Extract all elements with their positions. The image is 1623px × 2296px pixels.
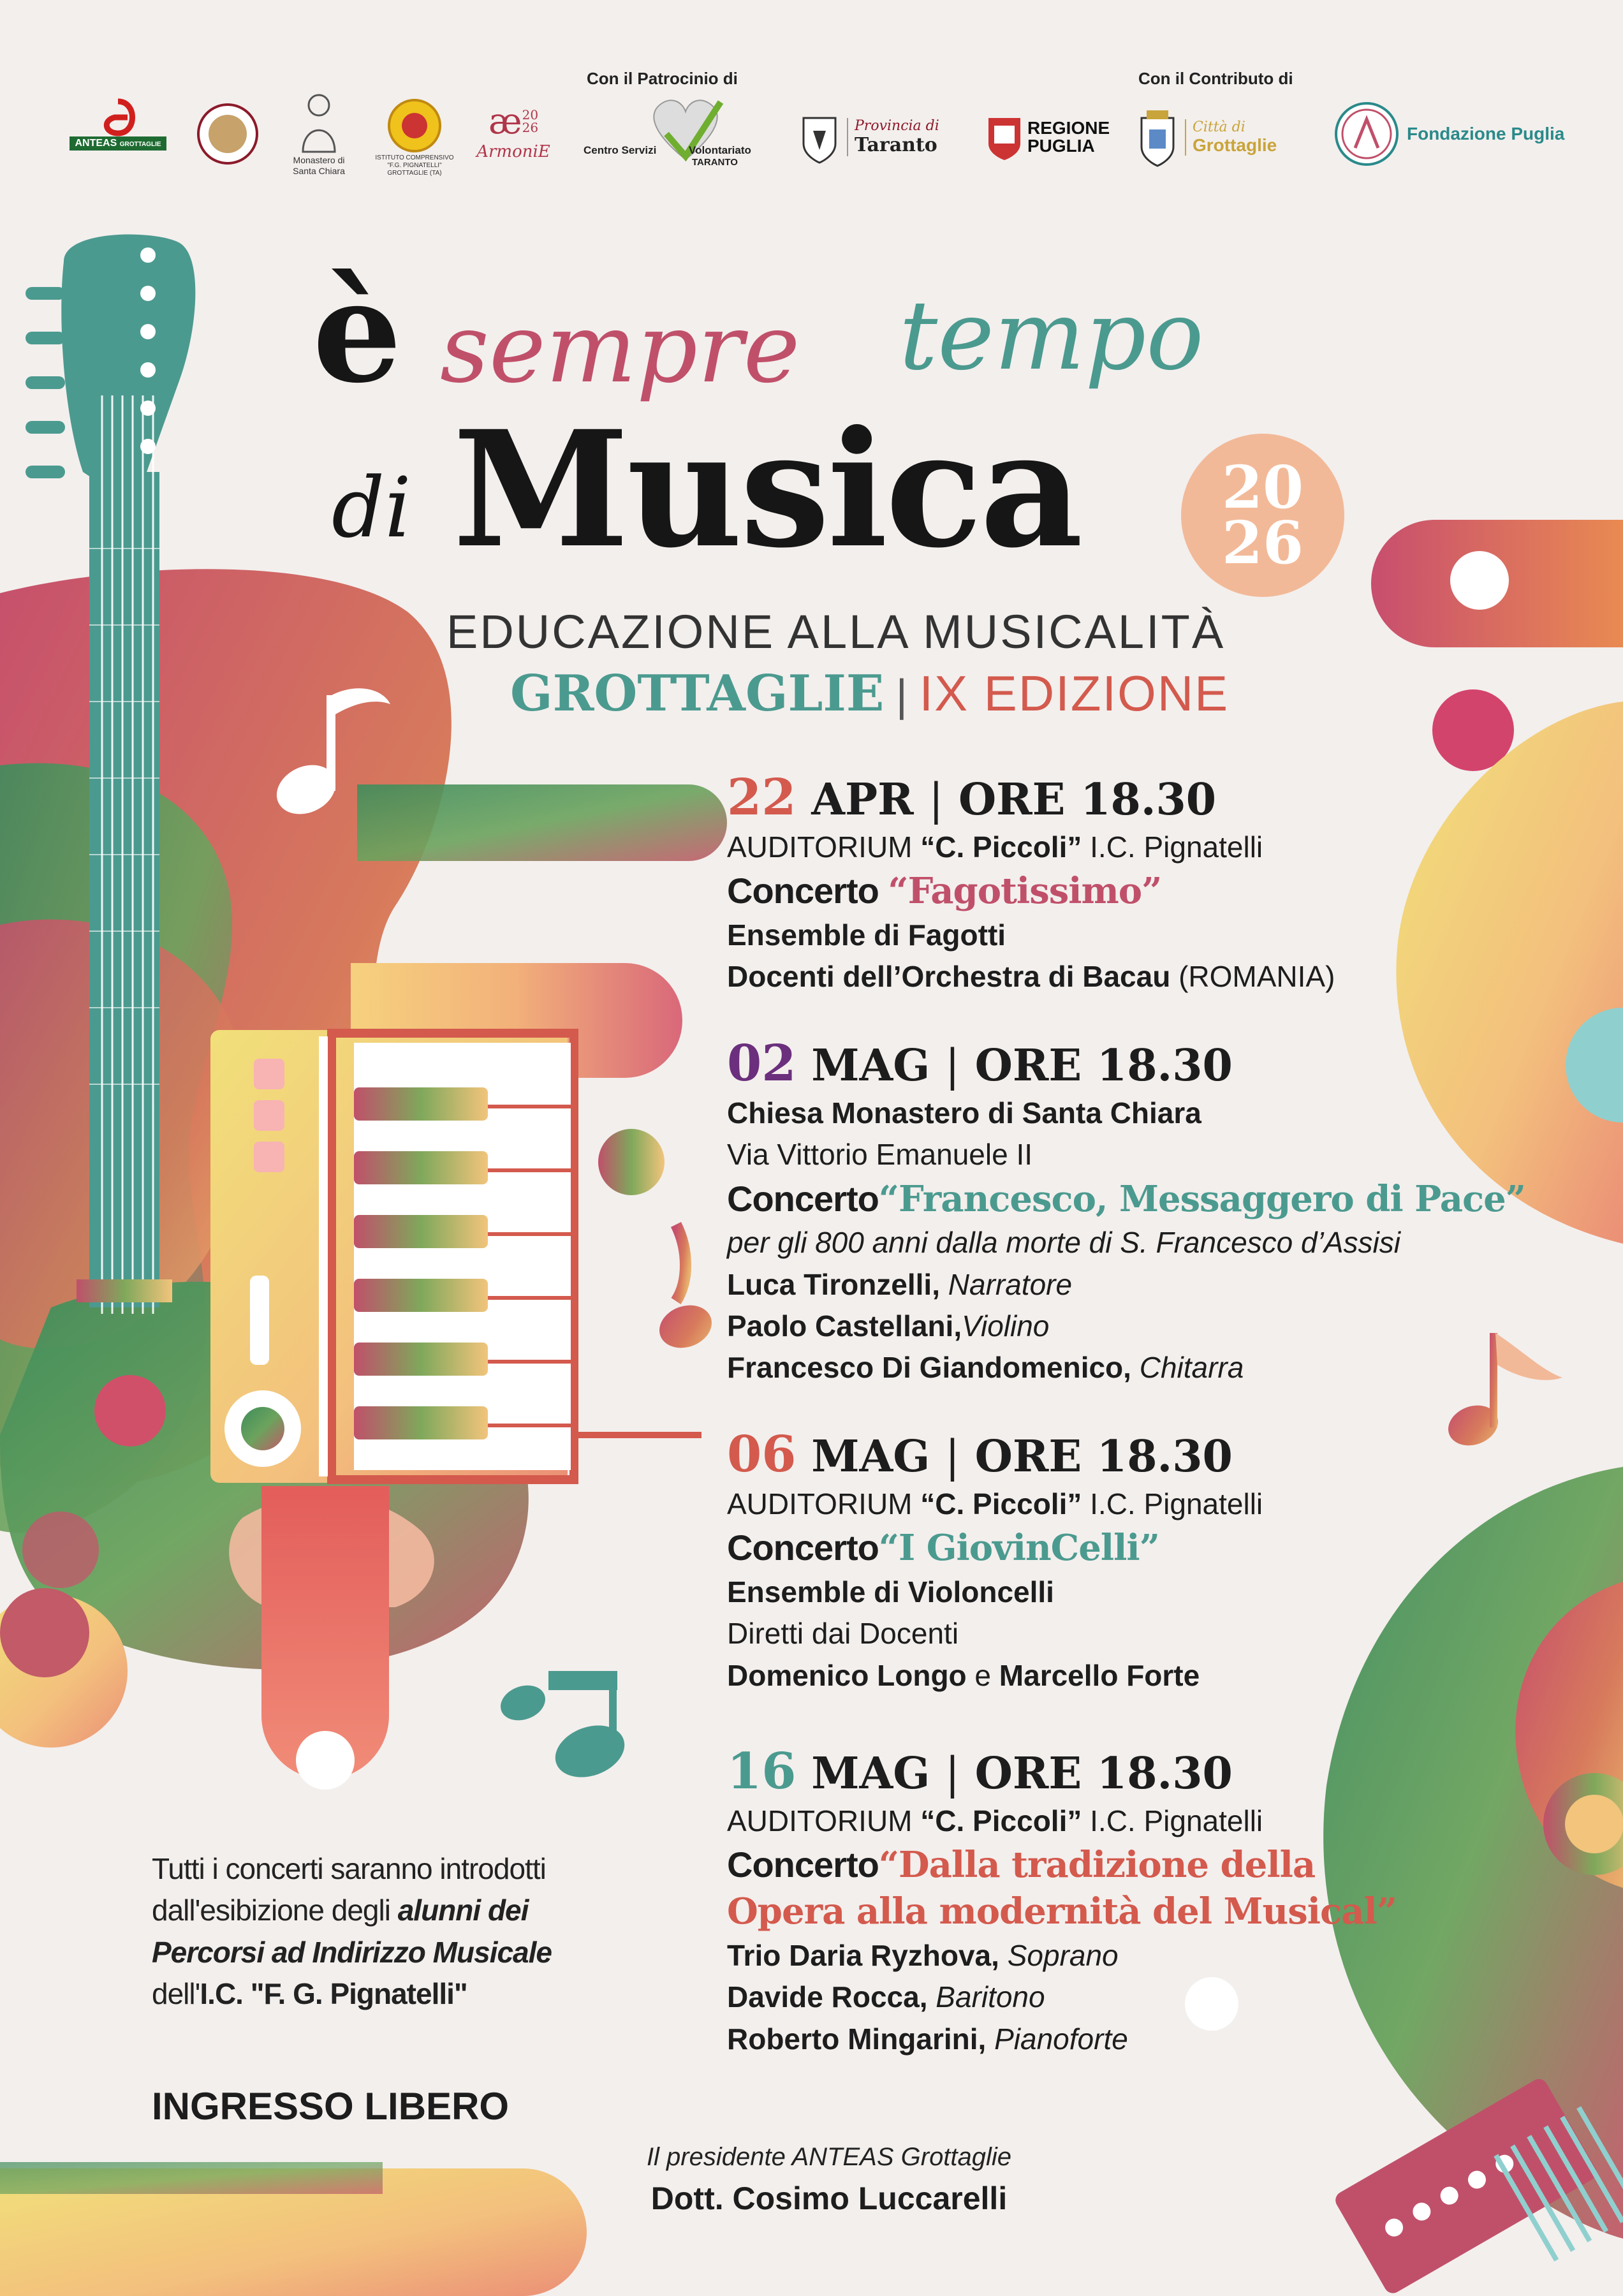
subtitle-edition-line [510,665,1229,723]
csv-city: TARANTO [692,157,738,168]
event-3-line1: Ensemble di Violoncelli [727,1575,1054,1609]
year-bottom: 26 [1221,508,1304,577]
event-1-concert-title: “Fagotissimo” [888,870,1162,913]
seal-icon [196,102,260,166]
event-4-time: ORE 18.30 [974,1748,1233,1799]
subtitle-edition: IX EDIZIONE [919,665,1230,721]
ingresso-libero: INGRESSO LIBERO [152,2085,510,2128]
event-2-address: Via Vittorio Emanuele II [727,1138,1033,1172]
istituto-logo [373,89,456,185]
citta-crest-icon [1135,105,1180,169]
citta-logo [1135,102,1301,172]
event-4-p2-name: Davide Rocca, [727,1980,928,2014]
regione-crest-icon [985,112,1024,163]
provincia-name: Taranto [855,134,937,156]
event-1-day: 22 [727,769,797,827]
event-3-line3 [727,1655,1582,1696]
event-3-venue-a: AUDITORIUM [727,1487,921,1520]
footer-note-4b: I.C. "F. G. Pignatelli" [200,1976,467,2010]
event-3-day: 06 [727,1425,797,1483]
event-1-venue-a: AUDITORIUM [727,830,921,864]
event-2-note: per gli 800 anni dalla morte di S. Francesco d’Assisi [727,1226,1400,1260]
subtitle-separator: | [895,670,907,720]
event-3-concert-label: Concerto [727,1527,879,1568]
event-2-concert-title: “Francesco, Messaggero di Pace” [878,1177,1525,1220]
event-3-line3a: Domenico Longo [727,1658,967,1692]
event-1-venue-c: I.C. Pignatelli [1082,830,1263,864]
event-1-line2a: Docenti dell’Orchestra di Bacau [727,960,1171,994]
event-1-venue [727,827,1582,868]
event-1-month: APR [811,774,914,825]
fondazione-name: Fondazione Puglia [1407,124,1565,144]
event-4-sep: | [945,1749,960,1799]
event-2-venue-b: Monastero di Santa Chiara [831,1096,1201,1130]
event-2-venue [727,1093,1582,1134]
event-1-date [727,769,1582,827]
event-3-time: ORE 18.30 [974,1431,1233,1482]
event-1 [727,769,1582,998]
event-4-day: 16 [727,1742,797,1800]
event-4-performer-2 [727,1976,1582,2018]
event-2-venue-a: Chiesa [727,1096,832,1130]
event-4-venue [727,1800,1582,1842]
event-1-concert-label: Concerto [727,871,888,911]
fondazione-logo [1333,99,1575,169]
armonie-name: ArmoniE [476,142,550,161]
armonie-year: 20 26 [522,107,539,135]
president-name: Dott. Cosimo Luccarelli [650,2181,1008,2216]
event-4-p1-role: Soprano [999,1938,1119,1972]
csv-right: Volontariato [689,144,751,156]
event-3-concert-title: “I GiovinCelli” [878,1527,1159,1570]
event-1-sep: | [929,775,944,825]
event-3-line3c: Marcello Forte [999,1658,1200,1692]
citta-di: Città di [1193,119,1245,135]
event-3-line2: Diretti dai Docenti [727,1617,959,1651]
footer-note-1: Tutti i concerti saranno introdotti [152,1852,546,1885]
event-4-concert-title-1: “Dalla tradizione della [878,1844,1316,1887]
event-1-concert [727,868,1582,915]
footer-note-2 [152,1890,662,1931]
event-3-month: MAG [811,1431,930,1482]
event-2-p2-name: Paolo Castellani, [727,1309,962,1343]
fondazione-emblem-icon [1333,100,1400,168]
year-top: 20 [1221,452,1304,522]
anteas-a-icon [92,98,143,136]
title-tempo: tempo [899,281,1204,392]
event-2-p2-role: Violino [962,1309,1050,1343]
event-2-p1-name: Luca Tironzelli, [727,1267,940,1301]
istituto-text: ISTITUTO COMPRENSIVO "F.G. PIGNATELLI" GROTTAGLIE (TA) [375,154,454,177]
regione-name: REGIONE PUGLIA [1027,118,1110,156]
csv-taranto-logo [584,96,768,172]
event-4-p2-role: Baritono [927,1980,1045,2014]
event-3-venue [727,1483,1582,1525]
event-1-time: ORE 18.30 [958,774,1217,825]
event-1-line1: Ensemble di Fagotti [727,918,1006,952]
event-2-performer-2 [727,1306,1582,1347]
event-2-performer-1 [727,1264,1582,1306]
event-4-concert [727,1842,1582,1888]
subtitle-educazione: EDUCAZIONE ALLA MUSICALITÀ [446,605,1226,658]
event-3-sep: | [945,1432,960,1482]
title-musica: Musica [453,395,1081,583]
event-2-sep: | [945,1041,960,1091]
event-3-venue-b: “C. Piccoli” [920,1487,1082,1520]
citta-name: Grottaglie [1193,135,1277,155]
event-4-concert-label: Concerto [727,1844,879,1885]
event-2-day: 02 [727,1034,797,1093]
csv-left: Centro Servizi [584,144,657,156]
event-4-p1-name: Trio Daria Ryzhova, [727,1938,999,1972]
subtitle-city: GROTTAGLIE [510,665,885,723]
armonie-ae: æ [488,100,522,142]
event-2-p3-name: Francesco Di Giandomenico, [727,1351,1131,1385]
title-di: di [332,459,411,556]
year-badge [1181,434,1344,597]
event-4-performer-1 [727,1935,1582,1976]
provincia-di: Provincia di [855,118,939,134]
event-2-p3-role: Chitarra [1131,1351,1244,1385]
event-2-concert-label: Concerto [727,1178,879,1219]
president-label: Il presidente ANTEAS Grottaglie [646,2143,1012,2171]
event-3-concert [727,1525,1582,1571]
event-4-venue-b: “C. Piccoli” [920,1804,1082,1837]
event-4-date [727,1742,1582,1800]
event-2 [727,1034,1582,1389]
event-2-date [727,1034,1582,1093]
event-4 [727,1742,1582,2060]
event-4-performer-3 [727,2019,1582,2060]
event-2-month: MAG [811,1040,930,1091]
provincia-logo [797,105,957,169]
event-2-time: ORE 18.30 [974,1040,1233,1091]
monastero-logo [281,83,357,185]
event-4-p3-name: Roberto Mingarini, [727,2022,987,2056]
saint-figure-icon [293,91,344,155]
footer-note-4 [152,1973,662,2015]
event-3-line3b: e [966,1658,999,1692]
event-3-date [727,1425,1582,1483]
event-1-venue-b: “C. Piccoli” [920,830,1082,864]
anteas-logo [64,96,172,153]
event-2-p1-role: Narratore [940,1267,1073,1301]
istituto-emblem-icon [386,97,443,154]
event-3 [727,1425,1582,1696]
provincia-crest-icon [797,108,842,166]
event-4-p3-role: Pianoforte [986,2022,1128,2056]
footer-note-2a: dall'esibizione degli [152,1894,398,1927]
footer-note-3: Percorsi ad Indirizzo Musicale [152,1935,552,1969]
event-4-venue-a: AUDITORIUM [727,1804,921,1837]
event-4-month: MAG [811,1748,930,1799]
francesco-seal-logo [193,99,263,169]
footer-note-2b: alunni dei [397,1894,529,1927]
event-2-concert [727,1176,1582,1223]
event-4-concert-title-2: Opera alla modernità del Musical” [727,1890,1397,1933]
event-3-venue-c: I.C. Pignatelli [1082,1487,1263,1520]
armonie-logo [469,96,558,166]
contributo-label: Con il Contributo di [1138,69,1293,88]
event-2-performer-3 [727,1347,1582,1388]
footer-note-4a: dell' [152,1976,200,2010]
event-1-line2 [727,956,1582,997]
footer-note [152,1848,662,2015]
regione-logo [985,105,1113,169]
title-e: è [312,249,402,414]
event-4-venue-c: I.C. Pignatelli [1082,1804,1263,1837]
anteas-name: ANTEAS [75,138,117,149]
title-sempre: sempre [440,293,800,404]
patrocinio-label: Con il Patrocinio di [587,69,738,88]
event-1-line2b: (ROMANIA) [1170,960,1335,994]
anteas-city: GROTTAGLIE [119,141,161,148]
monastero-text: Monastero di Santa Chiara [293,155,345,176]
